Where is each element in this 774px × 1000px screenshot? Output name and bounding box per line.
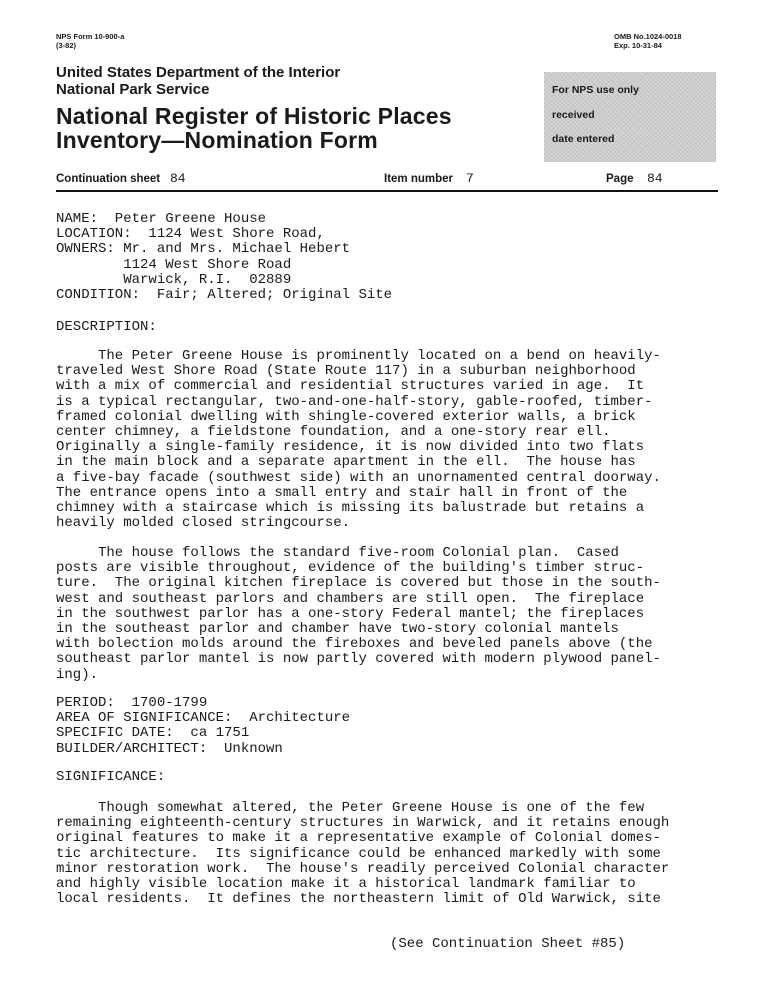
owner-address-city: Warwick, R.I. 02889 xyxy=(56,271,292,288)
area-of-significance-line: AREA OF SIGNIFICANCE: Architecture xyxy=(56,710,351,727)
text-line: local residents. It defines the northeastern limit of Old Warwick, site xyxy=(56,891,661,908)
location-line: LOCATION: 1124 West Shore Road, xyxy=(56,226,325,243)
item-number-label: Item number xyxy=(384,173,454,185)
text-line: a five-bay facade (southwest side) with an unornamented central doorway. xyxy=(56,469,661,486)
owner-address-street: 1124 West Shore Road xyxy=(56,256,292,273)
continuation-note: (See Continuation Sheet #85) xyxy=(390,936,626,952)
department-name: United States Department of the Interior xyxy=(56,64,341,81)
form-title-line2: Inventory—Nomination Form xyxy=(56,127,378,153)
header-rule xyxy=(56,190,718,192)
form-title-line1: National Register of Historic Places xyxy=(56,103,452,129)
text-line: ing). xyxy=(56,666,99,683)
significance-paragraph xyxy=(56,801,669,907)
page-label: Page xyxy=(606,173,634,185)
text-line: heavily molded closed stringcourse. xyxy=(56,515,351,532)
text-line: in the southeast parlor and chamber have two-story colonial mantels xyxy=(56,621,619,638)
text-line: and highly visible location make it a historical landmark familiar to xyxy=(56,876,636,893)
text-line: center chimney, a fieldstone foundation, and a one-story rear ell. xyxy=(56,424,611,441)
period-line: PERIOD: 1700-1799 xyxy=(56,695,208,711)
name-line: NAME: Peter Greene House xyxy=(56,211,267,227)
text-line: chimney with a staircase which is missing its balustrade but retains a xyxy=(56,500,645,517)
service-name: National Park Service xyxy=(56,81,210,98)
omb-number: OMB No.1024-0018 xyxy=(614,32,682,41)
text-line: southeast parlor mantel is now partly covered with modern plywood panel- xyxy=(56,651,661,668)
text-line: in the southwest parlor has a one-story Federal mantel; the fireplaces xyxy=(56,605,645,622)
nps-use-only-label: For NPS use only xyxy=(552,84,639,96)
text-line: original features to make it a representative example of Colonial domes- xyxy=(56,830,661,847)
specific-date-line: SPECIFIC DATE: ca 1751 xyxy=(56,725,250,742)
text-line: The house follows the standard five-room Colonial plan. Cased xyxy=(56,545,619,561)
text-line: in the main block and a separate apartment in the ell. The house has xyxy=(56,454,636,471)
nps-use-only-box xyxy=(544,72,716,162)
condition-line: CONDITION: Fair; Altered; Original Site xyxy=(56,287,393,304)
facts-block xyxy=(56,696,350,757)
text-line: The Peter Greene House is prominently located on a bend on heavily- xyxy=(56,348,661,364)
description-heading: DESCRIPTION: xyxy=(56,319,157,335)
text-line: framed colonial dwelling with shingle-covered exterior walls, a brick xyxy=(56,408,636,425)
continuation-sheet-label: Continuation sheet xyxy=(56,173,161,185)
property-block xyxy=(56,212,392,303)
text-line: with bolection molds around the fireboxes and beveled panels above (the xyxy=(56,636,653,653)
text-line: tic architecture. Its significance could be enhanced markedly with some xyxy=(56,845,661,862)
nps-date-entered-label: date entered xyxy=(552,133,615,145)
text-line: west and southeast parlors and chambers are still open. The fireplace xyxy=(56,590,645,607)
form-number: NPS Form 10-900-a xyxy=(56,32,125,41)
text-line: ture. The original kitchen fireplace is covered but those in the south- xyxy=(56,575,661,592)
text-line: remaining eighteenth-century structures in Warwick, and it retains enough xyxy=(56,815,670,832)
page-value: 84 xyxy=(647,171,663,186)
form-date: (3-82) xyxy=(56,41,77,50)
builder-architect-line: BUILDER/ARCHITECT: Unknown xyxy=(56,740,283,757)
item-number-value: 7 xyxy=(466,171,474,186)
text-line: with a mix of commercial and residential structures varied in age. It xyxy=(56,378,645,395)
owners-line: OWNERS: Mr. and Mrs. Michael Hebert xyxy=(56,241,351,258)
significance-heading: SIGNIFICANCE: xyxy=(56,769,166,785)
nps-received-label: received xyxy=(552,109,595,121)
text-line: is a typical rectangular, two-and-one-half-story, gable-roofed, timber- xyxy=(56,393,653,410)
description-paragraph-2 xyxy=(56,546,661,683)
text-line: minor restoration work. The house's readily perceived Colonial character xyxy=(56,860,670,877)
text-line: Originally a single-family residence, it is now divided into two flats xyxy=(56,439,645,456)
continuation-sheet-value: 84 xyxy=(170,171,186,186)
omb-expiration: Exp. 10-31-84 xyxy=(614,41,662,50)
text-line: The entrance opens into a small entry and stair hall in front of the xyxy=(56,484,628,501)
text-line: Though somewhat altered, the Peter Greene House is one of the few xyxy=(56,800,645,816)
text-line: posts are visible throughout, evidence of the building's timber struc- xyxy=(56,560,645,577)
text-line: traveled West Shore Road (State Route 117) in a suburban neighborhood xyxy=(56,363,636,380)
description-paragraph-1 xyxy=(56,349,661,531)
